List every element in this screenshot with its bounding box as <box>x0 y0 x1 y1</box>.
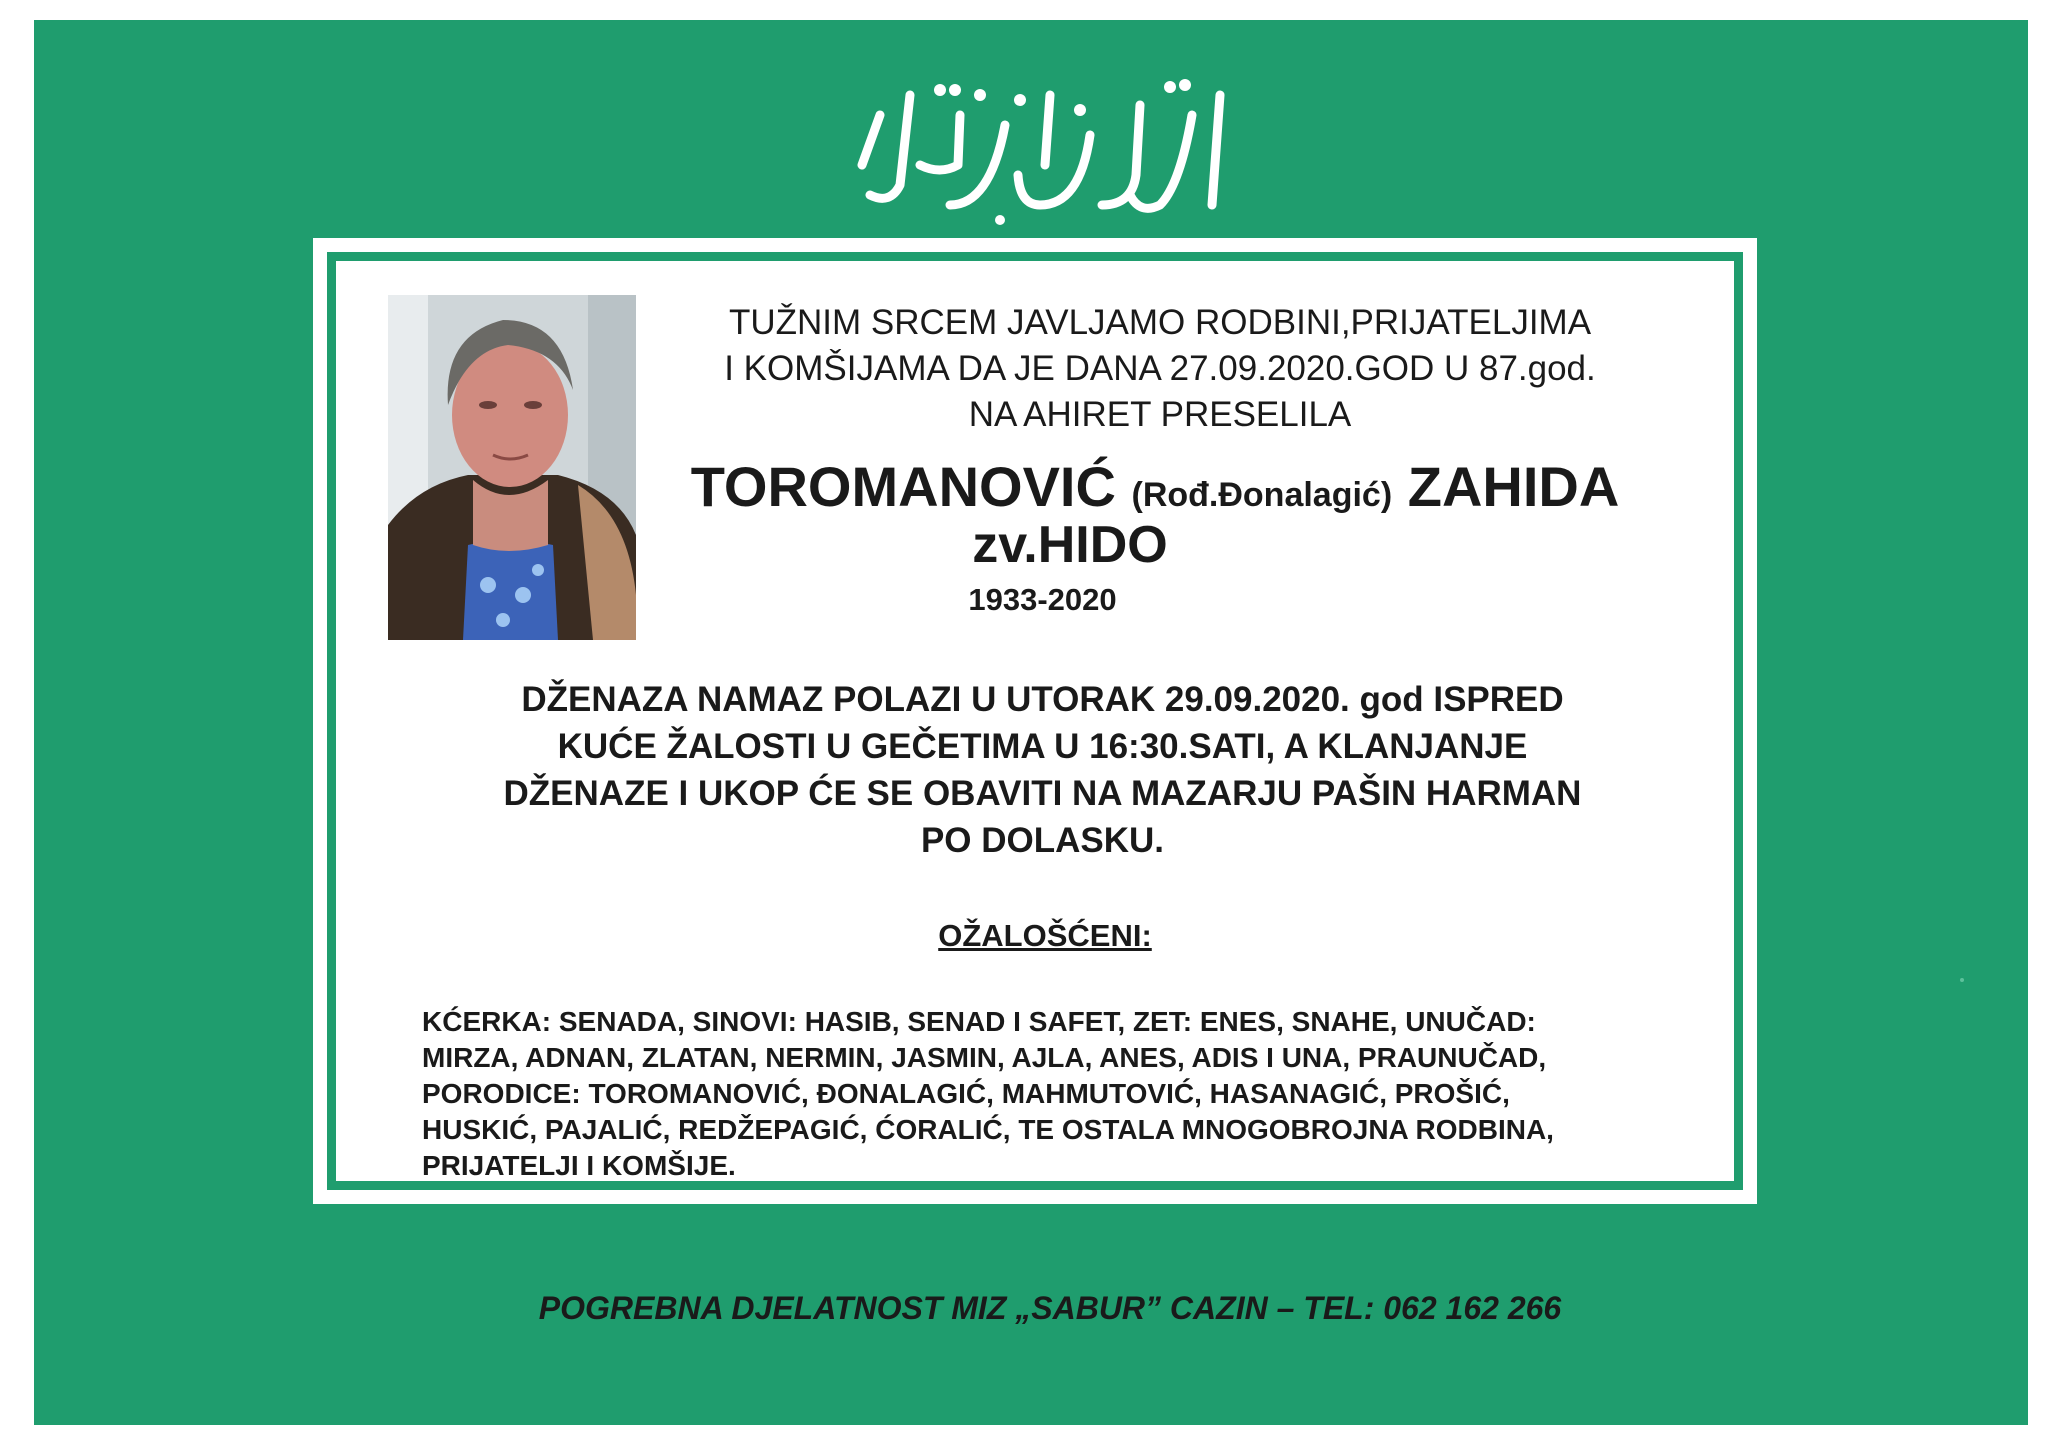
mourners-line: HUSKIĆ, PAJALIĆ, REDŽEPAGIĆ, ĆORALIĆ, TE OSTALA MNOGOBROJNA RODBINA, <box>422 1114 1554 1145</box>
intro-line: TUŽNIM SRCEM JAVLJAMO RODBINI,PRIJATELJIMA <box>728 303 1592 342</box>
funeral-details <box>420 676 1665 864</box>
funeral-line: DŽENAZE I UKOP ĆE SE OBAVITI NA MAZARJU PAŠIN HARMAN <box>503 774 1582 813</box>
intro-line: I KOMŠIJAMA DA JE DANA 27.09.2020.GOD U 87.god. <box>724 349 1596 388</box>
arabic-calligraphy-icon <box>840 55 1240 225</box>
speck-decoration <box>1960 978 1964 982</box>
mourners-line: PRIJATELJI I KOMŠIJE. <box>422 1150 736 1181</box>
life-years: 1933-2020 <box>968 582 1117 617</box>
mourners-list <box>422 1004 1652 1184</box>
mourners-line: KĆERKA: SENADA, SINOVI: HASIB, SENAD I SAFET, ZET: ENES, SNAHE, UNUČAD: <box>422 1006 1536 1037</box>
first-name: ZAHIDA <box>1407 455 1620 518</box>
mourners-line: MIRZA, ADNAN, ZLATAN, NERMIN, JASMIN, AJLA, ANES, ADIS I UNA, PRAUNUČAD, <box>422 1042 1547 1073</box>
funeral-line: PO DOLASKU. <box>920 821 1165 860</box>
funeral-line: KUĆE ŽALOSTI U GEČETIMA U 16:30.SATI, A KLANJANJE <box>557 727 1528 766</box>
mourners-title: OŽALOŠĆENI: <box>938 918 1152 953</box>
nickname: zv.HIDO <box>972 516 1168 574</box>
mourners-line: PORODICE: TOROMANOVIĆ, ĐONALAGIĆ, MAHMUTOVIĆ, HASANAGIĆ, PROŠIĆ, <box>422 1078 1510 1109</box>
funeral-line: DŽENAZA NAMAZ POLAZI U UTORAK 29.09.2020. god ISPRED <box>521 680 1564 719</box>
surname: TOROMANOVIĆ <box>690 455 1116 518</box>
intro-line: NA AHIRET PRESELILA <box>968 395 1352 434</box>
maiden-name: (Rođ.Đonalagić) <box>1131 476 1393 514</box>
intro-text <box>660 300 1660 438</box>
portrait-photo <box>388 295 636 640</box>
funeral-service-footer: POGREBNA DJELATNOST MIZ „SABUR” CAZIN – TEL: 062 162 266 <box>538 1290 1562 1326</box>
